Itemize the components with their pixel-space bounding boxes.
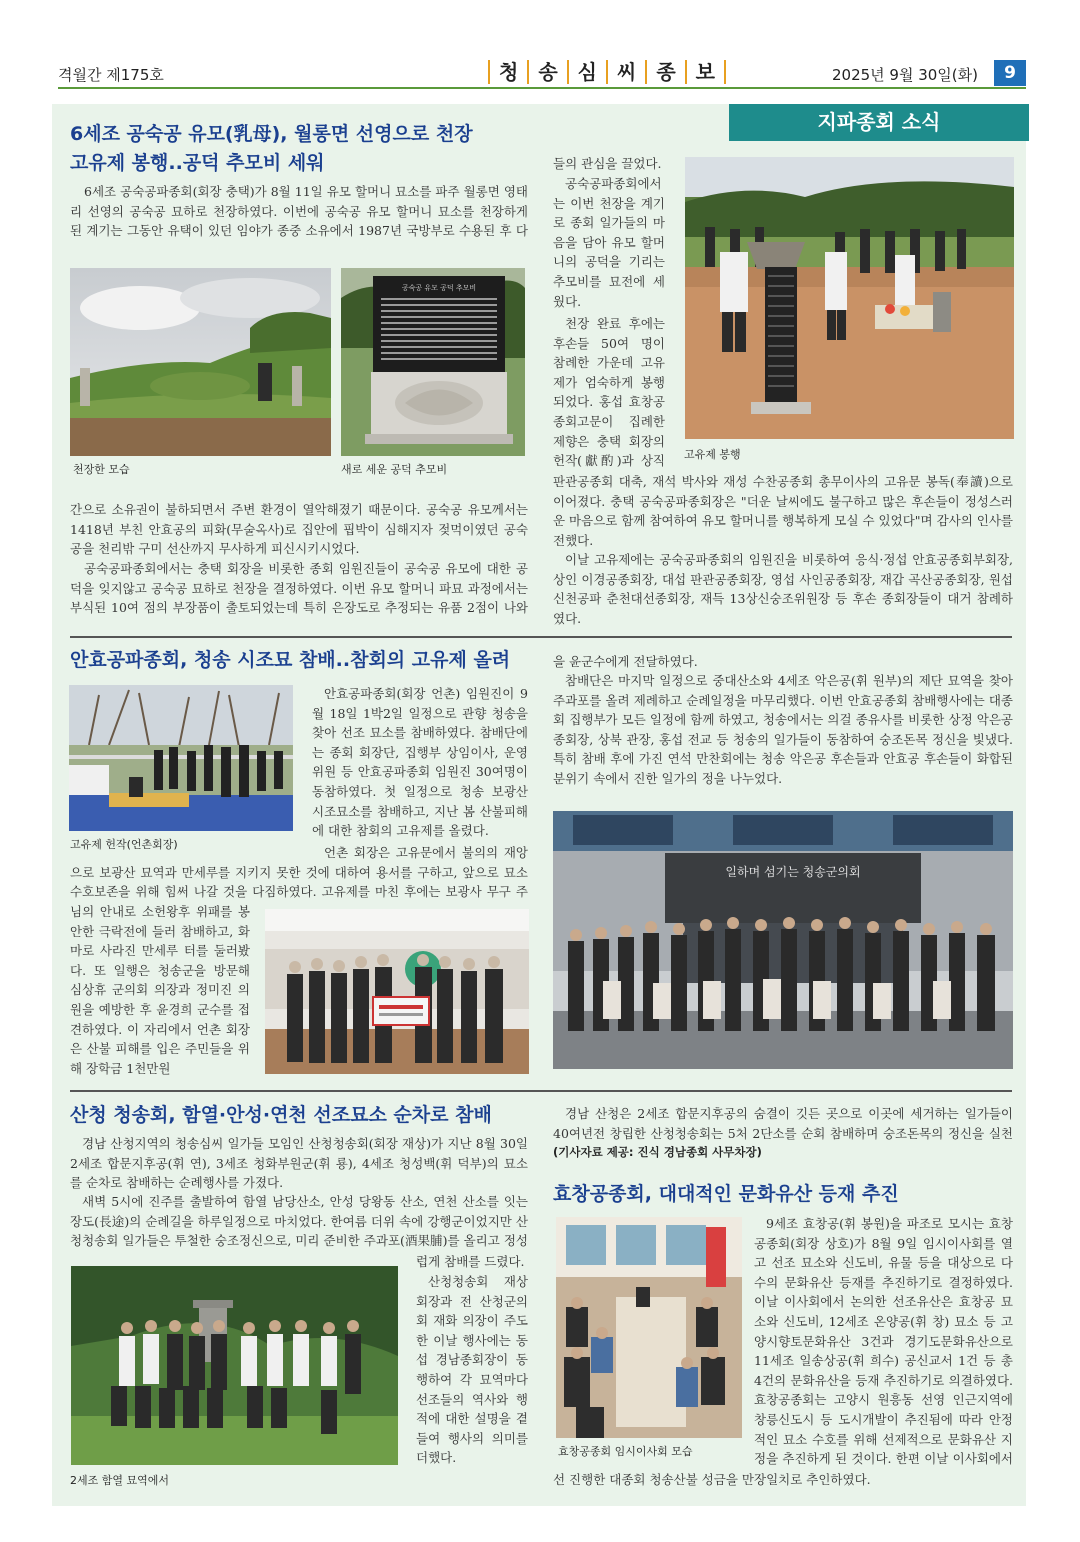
article3-paragraph: 새벽 5시에 진주를 출발하여 함열 남당산소, 안성 당왕동 산소, 연천 산소를 잇는 장도(長途)의 순례길을 하루일정으로 마치었다. 한여름 더위 속에 강행군이었지만 산청청송회 일가들은 투철한 숭조정신으로, 미리 준비한 주과포(酒果脯)를 올리고 정성 — [70, 1194, 528, 1249]
memorial-stele-photo — [341, 268, 525, 456]
page-number: 9 — [994, 60, 1026, 86]
title-char: 보 — [685, 60, 726, 84]
article1-paragraph: 들의 관심을 끌었다. — [553, 156, 662, 171]
council-building-sign: 일하며 섬기는 청송군의회 — [725, 865, 861, 879]
photo-caption: 새로 세운 공덕 추모비 — [341, 463, 448, 476]
article2-title: 안효공파종회, 청송 시조묘 참배..참회의 고유제 올려 — [70, 649, 511, 671]
issue-number: 격월간 제175호 — [58, 66, 164, 84]
article4-paragraph: 선 진행한 대종회 청송산불 성금을 만장일치로 추인하였다. — [553, 1472, 871, 1487]
title-char: 송 — [527, 60, 566, 84]
article3-title: 산청 청송회, 함열·안성·연천 선조묘소 순차로 참배 — [70, 1104, 492, 1126]
photo-caption: 고유제 봉행 — [684, 448, 741, 461]
scholarship-donation-photo — [265, 909, 529, 1074]
article1-title-line2: 고유제 봉행..공덕 추모비 세워 — [70, 152, 325, 174]
article4-title: 효창공종회, 대대적인 문화유산 등재 추진 — [553, 1183, 899, 1205]
article3-paragraph: 경남 산청은 2세조 합문지후공의 숨결이 깃든 곳으로 이곳에 세거하는 일가들이 40여년전 창립한 산청청송회는 5처 2단소를 순회 참배하며 숭조돈목의 정신을 실천 — [553, 1106, 1013, 1141]
article1-title — [70, 120, 540, 178]
board-meeting-photo — [556, 1217, 742, 1438]
article1-paragraph: 공숙공파종회에서는 이번 천장을 계기로 종회 일가들의 마음을 담아 유모 할머니의 공덕을 기리는 추모비를 묘전에 세웠다. — [553, 176, 665, 309]
hamyeol-tomb-group-photo — [71, 1266, 398, 1465]
article1-paragraph: 6세조 공숙공파종회(회장 충택)가 8월 11일 유모 할머니 묘소를 파주 월롱면 영태리 선영의 공숙공 묘하로 천장하였다. 이번에 공숙공 유모 할머니 묘소를 천장하게 된 계기는 그동안 유택이 있던 임야가 종중 소유에서 1987년 국방부로 수용된 후 다 — [70, 184, 528, 239]
photo-caption: 효창공종회 임시이사회 모습 — [558, 1445, 693, 1458]
county-council-group-photo — [553, 811, 1013, 1069]
relocated-grave-photo — [70, 268, 331, 456]
newspaper-title — [488, 60, 726, 84]
article2-paragraph: 안효공파종회(회장 언촌) 임원진이 9월 18일 1박2일 일정으로 관향 청송을 찾아 선조 묘소를 참배하였다. 참배단에는 종회 회장단, 집행부 상임이사, 운영위원 등 안효공파종회 임원진 30여명이 동참하였다. 첫 일정으로 청송 보광산 시조묘소를 참배하고, 지난 봄 산불피해에 대한 참회의 고유제를 올렸다. — [312, 686, 528, 839]
article2-paragraph: 님의 안내로 소헌왕후 위패를 봉안한 극락전에 들러 참배하고, 화마로 사라진 만세루 터를 둘러봤다. 또 일행은 청송군을 방문해 심상휴 군의회 의장과 정미진 의원을 예방한 후 윤경희 군수를 접견하였다. 이 자리에서 언촌 회장은 산불 피해를 입은 주민들을 위해 장학금 1천만원 — [70, 904, 250, 1076]
title-char: 씨 — [606, 60, 645, 84]
article1-title-line1: 6세조 공숙공 유모(乳母), 월롱면 선영으로 천장 — [70, 123, 473, 145]
photo-caption: 천장한 모습 — [73, 463, 130, 476]
article1-paragraph: 천장 완료 후에는 후손들 50여 명이 참례한 가운데 고유제가 엄숙하게 봉행되었다. 홍섭 효창공종회고문이 집례한 제향은 충택 회장의 헌작(獻酌)과 상직 — [553, 316, 665, 469]
masthead — [58, 60, 1026, 88]
section-tag: 지파종회 소식 — [729, 104, 1029, 141]
article3-source-credit: (기사자료 제공: 진식 경남종회 사무차장) — [553, 1145, 762, 1159]
article3-paragraph: 경남 산청지역의 청송심씨 일가들 모임인 산청청송회(회장 재상)가 지난 8월 30일 2세조 합문지후공(휘 연), 3세조 청화부원군(휘 룡), 4세조 청성백(휘 덕부)의 묘소를 순차로 참배하는 순례행사를 가졌다. — [70, 1136, 528, 1191]
article2-paragraph: 참배단은 마지막 일정으로 중대산소와 4세조 악은공(휘 원부)의 제단 묘역을 찾아 주과포를 올려 제례하고 순례일정을 마무리했다. 이번 안효공종회 참배행사에는 대종회 집행부가 모든 일정에 함께 하였고, 청송에서는 의걸 종유사를 비롯한 상정 악은공종회장, 상북 관장, 홍섭 전교 등 청송의 일가들이 동참하여 숭조돈목 정신을 빛냈다. 특히 참배 후에 가진 연석 만찬회에는 청송 악은공 후손들과 안효공 후손들이 화합된 분위기 속에서 진한 일가의 정을 나누었다. — [553, 673, 1013, 786]
article2-paragraph: 을 윤군수에게 전달하였다. — [553, 654, 698, 669]
article1-paragraph: 이날 고유제에는 공숙공파종회의 임원진을 비롯하여 응식·정섭 안효공종회부회장, 상인 이경공종회장, 대섭 판관공종회장, 영섭 사인공종회장, 재갑 곡산공종회장, 원섭 신천공파 춘천대선종회장, 재득 13상신숭조위원장 등 후손 종회장들이 대거 참례하였다. — [553, 552, 1013, 626]
section-divider — [70, 1090, 1012, 1092]
stele-inscription-title: 공숙공 유모 공덕 추모비 — [401, 284, 477, 292]
photo-caption: 고유제 헌작(언촌회장) — [70, 838, 178, 851]
memorial-rite-photo — [685, 157, 1014, 439]
article3-paragraph: 산청청송회 재상 회장과 전 산청군의회 재화 의장이 주도한 이날 행사에는 동섭 경남종회장이 동행하여 각 묘역마다 선조들의 역사와 행적에 대한 설명을 곁들여 행사의 의미를 더했다. — [416, 1274, 528, 1466]
article1-paragraph: 판관공종회 대축, 재석 박사와 재성 수찬공종회 총무이사의 고유문 봉독(奉讀)으로 이어졌다. 충택 공숙공파종회장은 "더운 날씨에도 불구하고 많은 후손들이 정성스러운 마음으로 함께 참여하여 유모 할머니를 행복하게 모실 수 있었다"며 감사의 인사를 전했다. — [553, 474, 1013, 548]
article3-paragraph: 럽게 참배를 드렸다. — [416, 1254, 525, 1269]
photo-caption: 2세조 함열 묘역에서 — [70, 1474, 169, 1487]
article1-paragraph: 간으로 소유권이 불하되면서 주변 환경이 열악해졌기 때문이다. 공숙공 유모께서는 1418년 부친 안효공의 피화(무술옥사)로 집안에 핍박이 심해지자 젖먹이였던 공숙공을 천리밖 구미 선산까지 무사하게 피신시키시었다. — [70, 502, 528, 557]
masthead-rule — [58, 87, 1026, 89]
title-char: 심 — [567, 60, 606, 84]
article2-paragraph: 언촌 회장은 고유문에서 불의의 재앙으로 보광산 묘역과 만세루를 지키지 못한 것에 대하여 용서를 구하고, 앞으로 묘소 수호보존을 위해 힘써 나갈 것을 다짐하였다. 고유제를 마친 후에는 보광사 무구 주 — [70, 845, 528, 900]
issue-date: 2025년 9월 30일(화) — [831, 66, 978, 84]
section-divider — [70, 636, 1012, 638]
ancestral-rite-photo — [69, 685, 293, 831]
title-char: 종 — [645, 60, 684, 84]
article1-paragraph: 공숙공파종회에서는 충택 회장을 비롯한 종회 임원진들이 공숙공 유모에 대한 공덕을 잊지않고 공숙공 묘하로 천장을 결정하였다. 이번 유모 할머니 파묘 과정에서는 부식된 10여 점의 부장품이 출토되었는데 특히 은장도로 추정되는 유품 2점이 나와 — [70, 561, 528, 616]
title-char: 청 — [488, 60, 527, 84]
article4-paragraph: 9세조 효창공(휘 봉원)을 파조로 모시는 효창공종회(회장 상호)가 8월 9일 임시이사회를 열고 선조 묘소와 신도비, 유물 등을 대상으로 다수의 문화유산 등재를 추진하기로 결정하였다. 이날 이사회에서 논의한 선조유산은 효창공 묘소와 신도비, 12세조 온양공(휘 창) 묘소 등 고양시향토문화유산 3건과 경기도문화유산으로 11세조 일송상공(휘 희수) 공신교서 1건 등 총 4건의 문화유산을 등재 추진하기로 의결하였다. 효창공종회는 고양시 원흥동 선영 인근지역에 창릉신도시 등 도시개발이 추진됨에 따라 안정적인 묘소 수호를 위해 선제적으로 문화유산 지정을 추진하게 된 것이다. 한편 이날 이사회에서 — [754, 1216, 1013, 1467]
